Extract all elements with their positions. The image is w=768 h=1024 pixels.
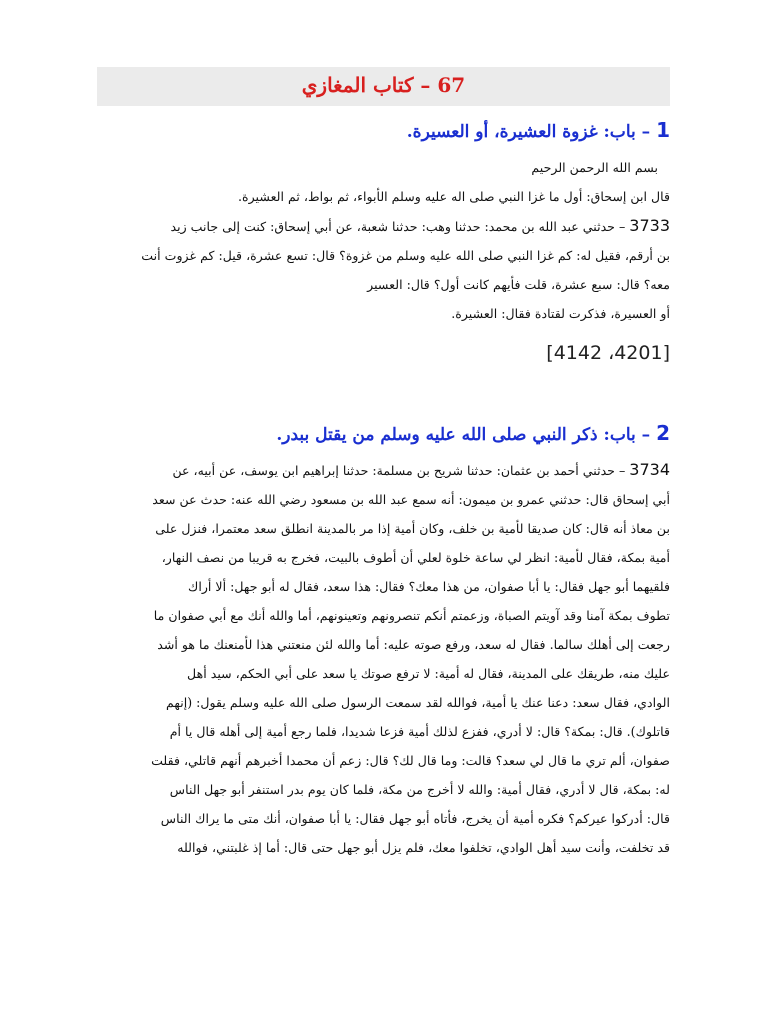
intro-line: قال ابن إسحاق: أول ما غزا النبي صلى اله عليه وسلم الأبواء، ثم بواط، ثم العشيرة.	[238, 189, 670, 204]
hadith-line: قاتلوك). قال: بمكة؟ قال: لا أدري، ففزع لذلك أمية فزعا شديدا، فلما رجع أمية إلى أهله قال يا أم	[169, 724, 670, 739]
hadith-number: 3733	[629, 216, 670, 235]
hadith-line: بن معاذ أنه قال: كان صديقا لأمية بن خلف، وكان أمية إذا مر بالمدينة انطلق سعد معتمرا، فنزل على	[155, 521, 670, 536]
chapter-1-title: – باب: غزوة العشيرة، أو العسيرة.	[406, 122, 657, 142]
chapter-2-body	[97, 455, 670, 862]
hadith-line: صفوان، ألم تري ما قال لي سعد؟ قالت: وما قال لك؟ قال: زعم أن محمدا أخبرهم أنهم قاتلي، فقلت	[151, 753, 670, 768]
book-title-banner	[97, 67, 670, 106]
hadith-line: عليك منه، طريقك على المدينة، فقال له أمية: لا ترفع صوتك يا سعد على أبي الحكم، سيد أهل	[187, 666, 670, 681]
chapter-2-heading	[276, 421, 670, 445]
hadith-line: 3734 – حدثني أحمد بن عثمان: حدثنا شريح بن مسلمة: حدثنا إبراهيم ابن يوسف، عن أبيه، عن	[172, 460, 670, 479]
chapter-2-title: – باب: ذكر النبي صلى الله عليه وسلم من يقتل ببدر.	[276, 425, 657, 445]
hadith-references: [4201، 4142]	[546, 342, 670, 364]
hadith-line: له: بمكة، قال لا أدري، فقال أمية: والله لا أخرج من مكة، فلما كان يوم بدر استنفر أبو جهل الناس	[169, 782, 670, 797]
hadith-line: قال: أدركوا عيركم؟ فكره أمية أن يخرج، فأتاه أبو جهل فقال: يا أبا صفوان، أنك متى ما يراك الناس	[160, 811, 670, 826]
hadith-line: تطوف بمكة آمنا وقد آويتم الصباة، وزعمتم أنكم تنصرونهم وتعينونهم، أما والله أنك مع أبي صفوان ما	[153, 608, 670, 623]
hadith-number: 3734	[629, 460, 670, 479]
chapter-1-heading	[407, 118, 670, 142]
hadith-line: قد تخلفت، وأنت سيد أهل الوادي، تخلفوا معك، فلم يزل أبو جهل حتى قال: أما إذ غلبتني، فوالله	[177, 840, 670, 855]
chapter-1-number: 1	[656, 118, 670, 142]
hadith-line: أمية بمكة، فقال لأمية: انظر لي ساعة خلوة لعلي أن أطوف بالبيت، فخرج به قريبا من نصف النهار،	[161, 550, 670, 565]
hadith-line: الوادي، فقال سعد: دعنا عنك يا أمية، فوالله لقد سمعت الرسول صلى الله عليه وسلم يقول: (إنهم	[166, 695, 670, 710]
book-title: 67 – كتاب المغازي	[301, 73, 466, 97]
hadith-line: فلقيهما أبو جهل فقال: يا أبا صفوان، من هذا معك؟ فقال: هذا سعد، فقال له أبو جهل: ألا أراك	[187, 579, 670, 594]
hadith-line: معه؟ قال: سبع عشرة، قلت فأيهم كانت أول؟ قال: العسير	[367, 277, 670, 292]
chapter-2-number: 2	[656, 421, 670, 445]
basmala: بسم الله الرحمن الرحيم	[531, 160, 658, 175]
chapter-1-body	[97, 153, 670, 328]
hadith-line: أو العسيرة، فذكرت لقتادة فقال: العشيرة.	[451, 306, 670, 321]
hadith-line: 3733 – حدثني عبد الله بن محمد: حدثنا وهب: حدثنا شعبة، عن أبي إسحاق: كنت إلى جانب زيد	[170, 216, 670, 235]
hadith-line: رجعت إلى أهلك سالما. فقال له سعد، ورفع صوته عليه: أما والله لئن منعتني هذا لأمنعنك ما هو أشد	[157, 637, 670, 652]
hadith-line: أبي إسحاق قال: حدثني عمرو بن ميمون: أنه سمع عبد الله بن مسعود رضي الله عنه: حدث عن سعد	[152, 492, 670, 507]
hadith-line: بن أرقم، فقيل له: كم غزا النبي صلى الله عليه وسلم من غزوة؟ قال: تسع عشرة، قيل: كم غزوت أنت	[141, 248, 670, 263]
